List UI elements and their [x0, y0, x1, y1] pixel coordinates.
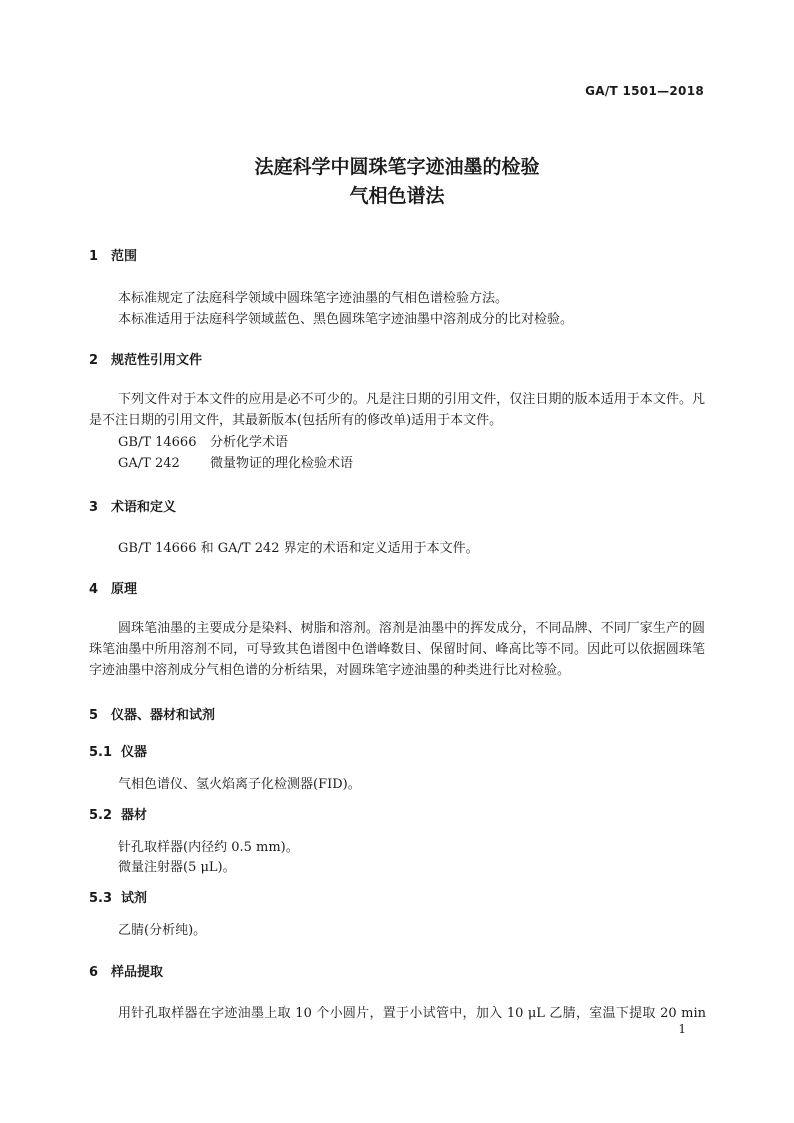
section-title: 器材	[121, 808, 148, 823]
section-3-heading	[89, 496, 176, 515]
section-title: 术语和定义	[111, 500, 177, 515]
section-5-3-line: 乙腈(分析纯)。	[118, 923, 207, 938]
reference-item	[118, 452, 353, 471]
section-title: 试剂	[121, 891, 148, 906]
standard-number: GA/T 1501—2018	[585, 84, 704, 98]
reference-code: GB/T 14666	[118, 435, 197, 450]
section-title: 范围	[111, 249, 138, 264]
section-5-2-line-2: 微量注射器(5 μL)。	[118, 860, 236, 875]
section-number: 2	[89, 353, 99, 368]
reference-item	[118, 431, 288, 450]
section-number: 4	[89, 582, 99, 597]
section-title: 仪器、器材和试剂	[111, 708, 216, 723]
section-number: 5.3	[89, 891, 113, 906]
section-5-heading	[89, 704, 215, 723]
section-3-paragraph: GB/T 14666 和 GA/T 242 界定的术语和定义适用于本文件。	[118, 541, 479, 556]
section-1-paragraph-1: 本标准规定了法庭科学领域中圆珠笔字迹油墨的气相色谱检验方法。	[118, 291, 509, 306]
section-number: 5	[89, 708, 99, 723]
reference-code: GA/T 242	[118, 456, 180, 471]
section-2-paragraph: 下列文件对于本文件的应用是必不可少的。凡是注日期的引用文件，仅注日期的版本适用于本文件。凡是不注日期的引用文件，其最新版本(包括所有的修改单)适用于本文件。	[89, 392, 705, 428]
document-title: 法庭科学中圆珠笔字迹油墨的检验	[254, 156, 540, 178]
section-title: 原理	[111, 582, 138, 597]
section-title: 仪器	[121, 745, 148, 760]
section-5-2-line-1: 针孔取样器(内径约 0.5 mm)。	[118, 840, 299, 855]
document-subtitle: 气相色谱法	[349, 185, 445, 207]
page-number: 1	[678, 1022, 686, 1036]
section-6-paragraph: 用针孔取样器在字迹油墨上取 10 个小圆片，置于小试管中，加入 10 μL 乙腈，室温下提取 20 min	[118, 1006, 706, 1021]
section-5-2-heading	[89, 804, 147, 823]
section-number: 5.2	[89, 808, 113, 823]
section-5-3-heading	[89, 887, 147, 906]
reference-title: 分析化学术语	[210, 435, 289, 450]
section-6-heading	[89, 961, 163, 980]
section-5-1-heading	[89, 741, 147, 760]
section-number: 5.1	[89, 745, 113, 760]
reference-title: 微量物证的理化检验术语	[210, 456, 354, 471]
section-number: 3	[89, 500, 99, 515]
section-1-heading	[89, 245, 137, 264]
section-5-1-line: 气相色谱仪、氢火焰离子化检测器(FID)。	[118, 777, 361, 792]
section-4-heading	[89, 578, 137, 597]
section-title: 样品提取	[111, 965, 164, 980]
section-title: 规范性引用文件	[111, 353, 203, 368]
section-1-paragraph-2: 本标准适用于法庭科学领域蓝色、黑色圆珠笔字迹油墨中溶剂成分的比对检验。	[118, 312, 574, 327]
section-4-paragraph: 圆珠笔油墨的主要成分是染料、树脂和溶剂。溶剂是油墨中的挥发成分，不同品牌、不同厂家生产的圆珠笔油墨中所用溶剂不同，可导致其色谱图中色谱峰数目、保留时间、峰高比等不同。因此可以依据圆珠笔字迹油墨中溶剂成分气相色谱的分析结果，对圆珠笔字迹油墨的种类进行比对检验。	[89, 621, 705, 678]
section-number: 6	[89, 965, 99, 980]
section-number: 1	[89, 249, 99, 264]
section-2-heading	[89, 349, 202, 368]
